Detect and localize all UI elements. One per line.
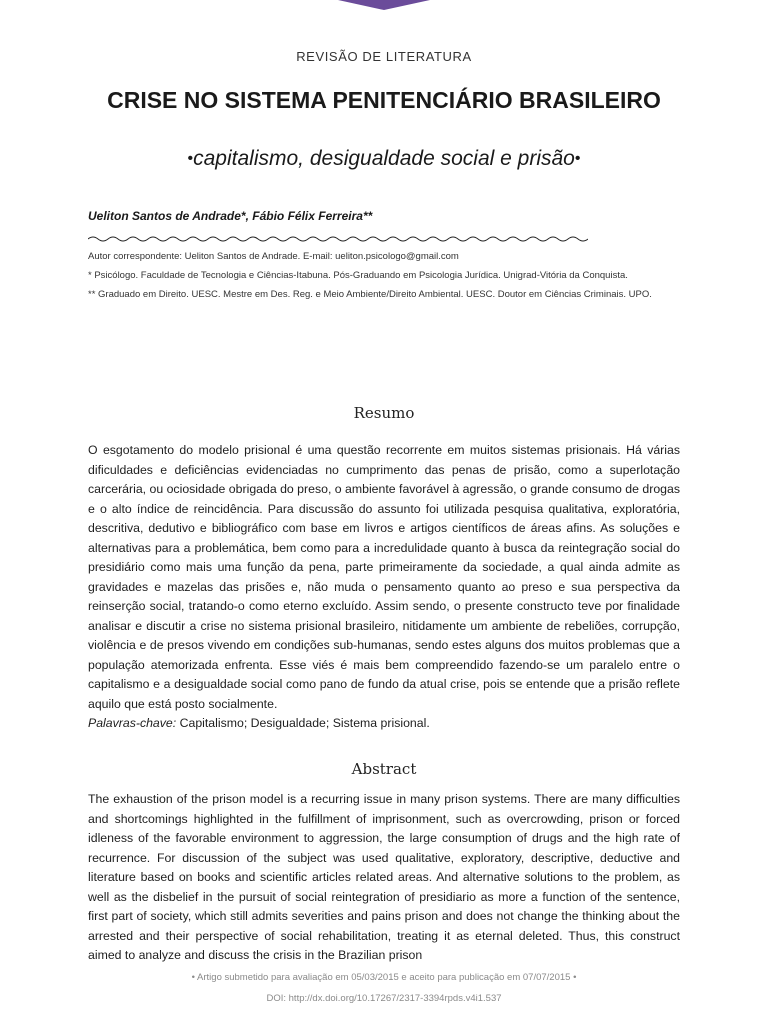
author-list: Ueliton Santos de Andrade*, Fábio Félix Ferreira**: [88, 209, 373, 223]
subtitle-text: capitalismo, desigualdade social e prisão: [193, 147, 575, 170]
subtitle-bullet-right: •: [574, 150, 581, 167]
doi-link[interactable]: DOI: http://dx.doi.org/10.17267/2317-3394rpds.v4i1.537: [266, 993, 502, 1004]
author-notes: [88, 249, 678, 306]
wavy-divider: [88, 233, 588, 245]
keywords-label: Palavras-chave:: [88, 716, 177, 730]
article-subtitle: [84, 147, 684, 171]
resumo-text: O esgotamento do modelo prisional é uma questão recorrente em muitos sistemas prisionais. Há várias dificuldades e deficiências evidenciadas no cumprimento das penas de prisão, como a superlotação carcerária, ou ociosidade obrigada do preso, o ambiente favorável à agressão, o grande consumo de drogas e o alto índice de reincidência. Para discussão do assunto foi utilizada pesquisa qualitativa, exploratória, descritiva, dedutivo e bibliográfico com base em livros e artigos científicos de áreas afins. As soluções e alternativas para a problemática, bem como para a incredulidade quanto à busca da reintegração social do presidiário como mais uma função da pena, parte primeiramente da sociedade, a qual ainda admite as gravidades e mazelas das prisões e, não muda o pensamento quanto ao preso e sua perspectiva da reinserção social, tratando-o como eterno excluído. Assim sendo, o presente constructo teve por finalidade analisar e discutir a crise no sistema prisional brasileiro, nitidamente um ambiente de rebeliões, corrupção, violência e de presos vivendo em condições sub-humanas, sendo estes alguns dos muitos problemas que a população atemorizada enfrenta. Esse viés é mais bem compreendido fazendo-se um paralelo entre o capitalismo e a desigualdade social como pano de fundo da atual crise, pois se entende que a prisão reflete aquilo que está posto socialmente.: [88, 443, 680, 711]
header-triangle-shape: [338, 0, 430, 10]
author-note-1: * Psicólogo. Faculdade de Tecnologia e Ciências-Itabuna. Pós-Graduando em Psicologia Jurídica. Unigrad-Vitória da Conquista.: [88, 270, 628, 281]
submission-dates: • Artigo submetido para avaliação em 05/03/2015 e aceito para publicação em 07/07/2015 •: [191, 972, 577, 983]
keywords-value: Capitalismo; Desigualdade; Sistema prisional.: [179, 716, 430, 730]
header-triangle-icon: [338, 0, 430, 10]
wavy-divider-line: [88, 237, 588, 241]
abstract-text: The exhaustion of the prison model is a recurring issue in many prison systems. There are many difficulties and shortcomings highlighted in the fulfillment of imprisonment, such as overcrowding, prison or forced idleness of the favorable environment to aggression, the large consumption of drugs and the high rate of recurrence. For discussion of the subject was used qualitative, exploratory, descriptive, deductive and literature based on books and scientific articles related areas. And alternative solutions to the problem, as well as the disbelief in the pursuit of social reintegration of presidiario as more a function of the sentence, first part of society, which still admits severities and pains prison and does not change the thinking about the arrested and their perspective of social rehabilitation, treating it as eternal deleted. Thus, this construct aimed to analyze and discuss the crisis in the Brazilian prison: [88, 792, 680, 962]
resumo-heading: Resumo: [353, 404, 415, 422]
article-title: CRISE NO SISTEMA PENITENCIÁRIO BRASILEIRO: [107, 87, 661, 113]
abstract-section: [88, 790, 680, 962]
corresponding-author-note: Autor correspondente: Ueliton Santos de Andrade. E-mail: ueliton.psicologo@gmail.com: [88, 251, 459, 262]
resumo-section: [88, 441, 680, 734]
abstract-heading: Abstract: [351, 760, 417, 778]
author-note-2: ** Graduado em Direito. UESC. Mestre em Des. Reg. e Meio Ambiente/Direito Ambiental. UESC. Doutor em Ciências Criminais. UPO.: [88, 289, 652, 300]
section-label: REVISÃO DE LITERATURA: [296, 49, 472, 64]
keywords-line: [88, 714, 680, 734]
subtitle-bullet-left: •: [187, 150, 194, 167]
